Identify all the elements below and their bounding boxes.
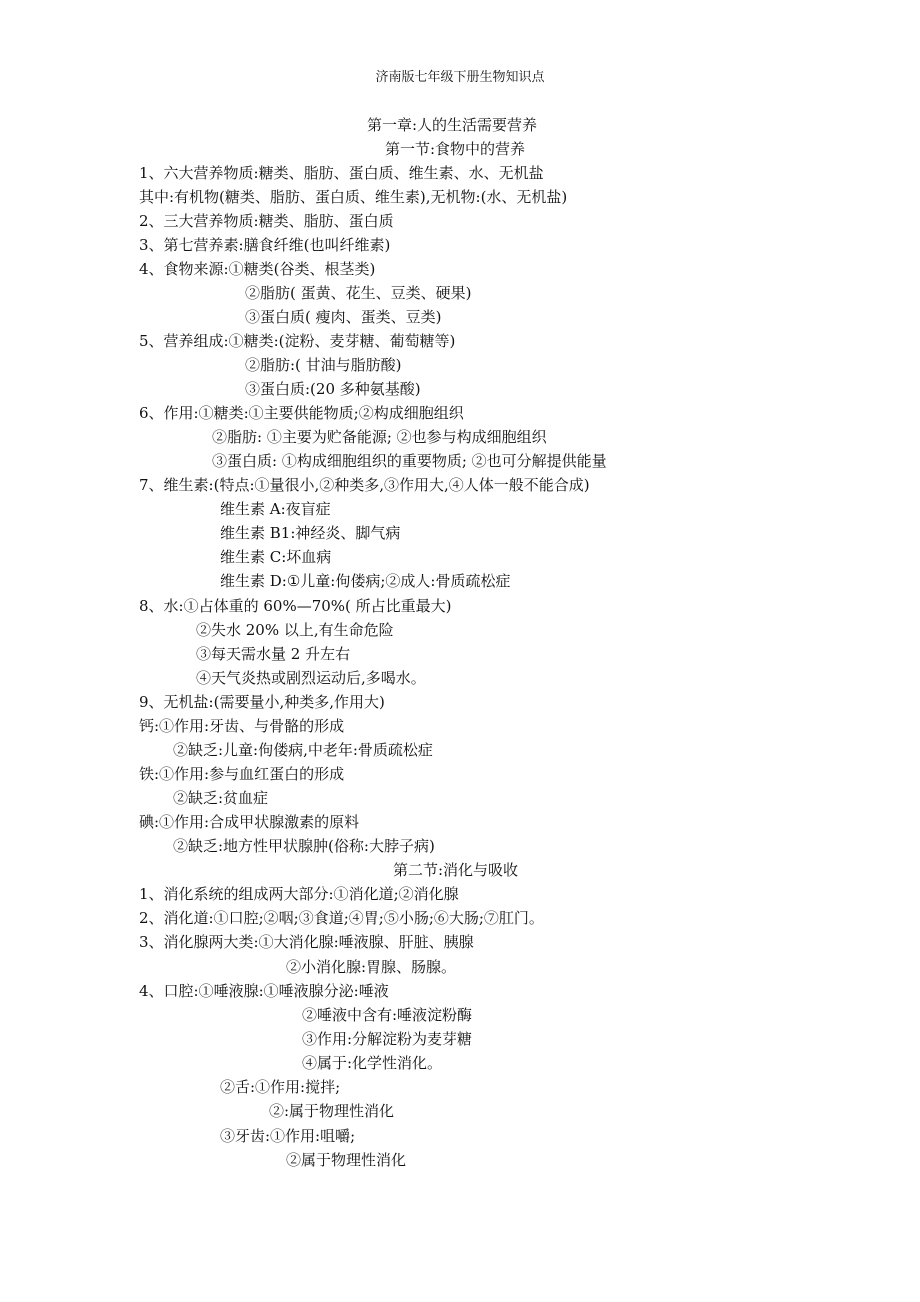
text-line: 8、水:①占体重的 60%—70%( 所占比重最大) xyxy=(139,597,452,615)
text-line: 3、第七营养素:膳食纤维(也叫纤维素) xyxy=(139,236,391,254)
text-line: ②:属于物理性消化 xyxy=(269,1102,395,1120)
text-line: ③牙齿:①作用:咀嚼; xyxy=(220,1127,356,1145)
text-line: 维生素 D:①儿童:佝偻病;②成人:骨质疏松症 xyxy=(220,572,511,590)
text-line: 3、消化腺两大类:①大消化腺:唾液腺、肝脏、胰腺 xyxy=(139,933,474,951)
section-title-1: 第一节:食物中的营养 xyxy=(385,140,526,158)
text-line: ②小消化腺:胃腺、肠腺。 xyxy=(286,958,457,976)
text-line: ③蛋白质: ①构成细胞组织的重要物质; ②也可分解提供能量 xyxy=(212,452,607,470)
text-line: 2、消化道:①口腔;②咽;③食道;④胃;⑤小肠;⑥大肠;⑦肛门。 xyxy=(139,909,544,927)
text-line: ④天气炎热或剧烈运动后,多喝水。 xyxy=(196,669,426,687)
text-line: 其中:有机物(糖类、脂肪、蛋白质、维生素),无机物:(水、无机盐) xyxy=(139,188,568,206)
text-line: 钙:①作用:牙齿、与骨骼的形成 xyxy=(139,717,345,735)
text-line: 铁:①作用:参与血红蛋白的形成 xyxy=(139,765,345,783)
text-line: 9、无机盐:(需要量小,种类多,作用大) xyxy=(139,693,385,711)
text-line: 4、口腔:①唾液腺:①唾液腺分泌:唾液 xyxy=(139,982,389,1000)
text-line: 7、维生素:(特点:①量很小,②种类多,③作用大,④人体一般不能合成) xyxy=(139,476,590,494)
text-line: ③每天需水量 2 升左右 xyxy=(196,645,351,663)
text-line: ②脂肪: ①主要为贮备能源; ②也参与构成细胞组织 xyxy=(212,428,547,446)
text-line: ②缺乏:贫血症 xyxy=(173,789,269,807)
text-line: ②舌:①作用:搅拌; xyxy=(220,1078,341,1096)
text-line: ②属于物理性消化 xyxy=(286,1151,407,1169)
text-line: 碘:①作用:合成甲状腺激素的原料 xyxy=(139,813,360,831)
text-line: 4、食物来源:①糖类(谷类、根茎类) xyxy=(139,260,376,278)
text-line: 2、三大营养物质:糖类、脂肪、蛋白质 xyxy=(139,212,394,230)
text-line: 1、消化系统的组成两大部分:①消化道;②消化腺 xyxy=(139,885,459,903)
text-line: ②脂肪( 蛋黄、花生、豆类、硬果) xyxy=(245,284,472,302)
text-line: 5、营养组成:①糖类:(淀粉、麦芽糖、葡萄糖等) xyxy=(139,332,456,350)
text-line: ③作用:分解淀粉为麦芽糖 xyxy=(302,1030,473,1048)
text-line: 6、作用:①糖类:①主要供能物质;②构成细胞组织 xyxy=(139,404,464,422)
text-line: 维生素 C:坏血病 xyxy=(220,548,332,566)
text-line: 1、六大营养物质:糖类、脂肪、蛋白质、维生素、水、无机盐 xyxy=(139,164,544,182)
text-line: ④属于:化学性消化。 xyxy=(302,1054,443,1072)
text-line: ③蛋白质:(20 多种氨基酸) xyxy=(245,380,421,398)
section-title-2: 第二节:消化与吸收 xyxy=(393,861,519,879)
page-header: 济南版七年级下册生物知识点 xyxy=(375,70,545,85)
text-line: ②失水 20% 以上,有生命危险 xyxy=(196,621,394,639)
text-line: 维生素 A:夜盲症 xyxy=(220,500,331,518)
text-line: ③蛋白质( 瘦肉、蛋类、豆类) xyxy=(245,308,442,326)
text-line: ②缺乏:儿童:佝偻病,中老年:骨质疏松症 xyxy=(173,741,433,759)
text-line: ②脂肪:( 甘油与脂肪酸) xyxy=(245,356,402,374)
text-line: ②唾液中含有:唾液淀粉酶 xyxy=(302,1006,473,1024)
chapter-title: 第一章:人的生活需要营养 xyxy=(367,116,538,134)
text-line: ②缺乏:地方性甲状腺肿(俗称:大脖子病) xyxy=(173,837,435,855)
text-line: 维生素 B1:神经炎、脚气病 xyxy=(220,524,401,542)
